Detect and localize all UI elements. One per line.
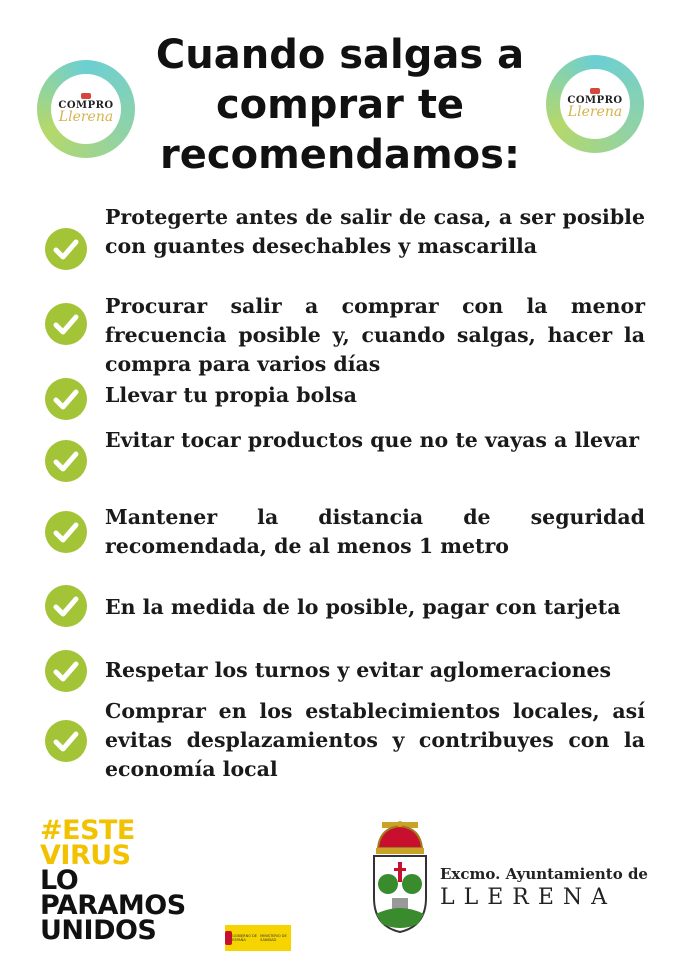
check-icon xyxy=(45,228,87,270)
item-text: Procurar salir a comprar con la menor frecuencia posible y, cuando salgas, hacer la compra para varios días xyxy=(105,294,645,376)
logo-top-text: COMPRO xyxy=(58,100,114,111)
item-text: Evitar tocar productos que no te vayas a llevar xyxy=(105,428,640,452)
campaign-line: LO xyxy=(40,865,79,896)
spain-crest-icon xyxy=(225,931,232,945)
campaign-logo xyxy=(40,815,186,946)
government-text: GOBIERNO DE ESPAÑA xyxy=(232,934,257,942)
item-text: Llevar tu propia bolsa xyxy=(105,383,357,407)
check-icon xyxy=(45,440,87,482)
check-icon xyxy=(45,511,87,553)
check-icon xyxy=(45,650,87,692)
check-icon xyxy=(45,378,87,420)
campaign-line: VIRUS xyxy=(40,840,131,871)
campaign-line: #ESTE xyxy=(40,815,135,846)
item-text: Respetar los turnos y evitar aglomeraciones xyxy=(105,658,612,682)
page-title: Cuando salgas a comprar te recomendamos: xyxy=(155,32,525,178)
logo-bottom-text: Llerena xyxy=(567,104,623,120)
price-tag-icon xyxy=(590,88,600,94)
item-text: Comprar en los establecimientos locales, así evitas desplazamientos y contribuyes con la economía local xyxy=(105,699,645,781)
compro-llerena-logo-left xyxy=(37,60,135,158)
item-text: Protegerte antes de salir de casa, a ser posible con guantes desechables y mascarilla xyxy=(105,205,645,258)
government-logo xyxy=(225,925,291,951)
council-name-line1: Excmo. Ayuntamiento de xyxy=(440,865,648,883)
llerena-coat-of-arms-icon xyxy=(368,818,432,938)
campaign-line: UNIDOS xyxy=(40,915,157,946)
item-text: En la medida de lo posible, pagar con tarjeta xyxy=(105,595,621,619)
campaign-line: PARAMOS xyxy=(40,890,186,921)
logo-bottom-text: Llerena xyxy=(58,109,114,125)
check-icon xyxy=(45,720,87,762)
price-tag-icon xyxy=(81,93,91,99)
ministry-text: MINISTERIO DE SANIDAD xyxy=(260,934,287,942)
check-icon xyxy=(45,303,87,345)
council-name-line2: LLERENA xyxy=(440,885,617,910)
item-text: Mantener la distancia de seguridad recomendada, de al menos 1 metro xyxy=(105,505,645,558)
check-icon xyxy=(45,585,87,627)
compro-llerena-logo-right xyxy=(546,55,644,153)
logo-top-text: COMPRO xyxy=(567,95,623,106)
